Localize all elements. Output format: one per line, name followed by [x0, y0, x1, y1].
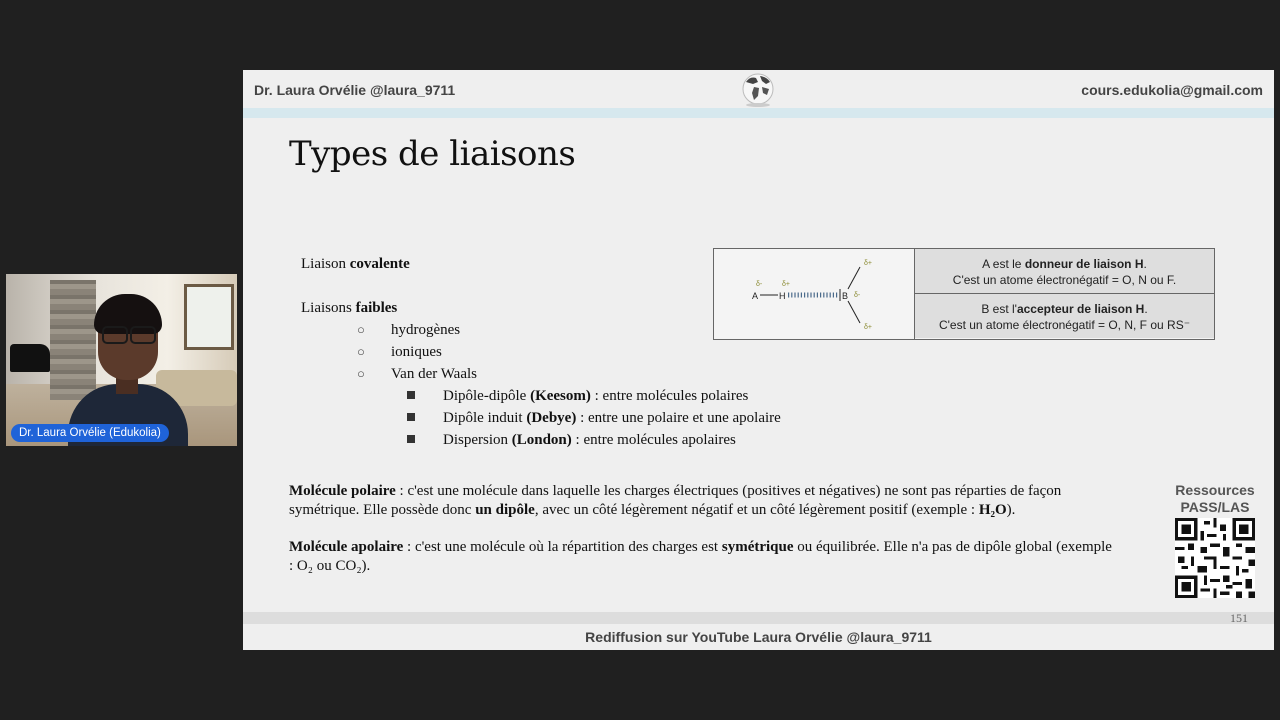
- hydrogen-bond-diagram: [714, 249, 915, 339]
- list-item-text: hydrogènes: [391, 322, 461, 338]
- header-email: cours.edukolia@gmail.com: [1081, 82, 1263, 98]
- delta-minus-b: δ-: [854, 292, 861, 299]
- webcam-fireplace: [50, 280, 96, 400]
- acceptor-line-2: C'est un atome électronégatif = O, N, F ou RS⁻: [938, 318, 1191, 332]
- footer-stripe: [243, 612, 1274, 624]
- acceptor-line-1: B est l'accepteur de liaison H.: [981, 302, 1148, 316]
- resources-label-line-2: PASS/LAS: [1180, 499, 1250, 515]
- list-item-text: Dipôle induit (Debye) : entre une polaire et une apolaire: [443, 410, 781, 426]
- covalent-bond-heading: [301, 256, 410, 273]
- donor-line-2: C'est un atome électronégatif = O, N ou F.: [952, 273, 1177, 287]
- hollow-bullet-icon: ○: [357, 366, 365, 381]
- atom-b: B: [842, 291, 849, 301]
- footer-text: Rediffusion sur YouTube Laura Orvélie @laura_9711: [585, 629, 932, 645]
- polar-molecule-paragraph: Molécule polaire : c'est une molécule dans laquelle les charges électriques (positives et négatives) ne sont pas réparties de façon symétrique. Elle possède donc un dipôle, avec un côté légèrement négatif et un côté légèrement positif (exemple : H₂O).: [289, 483, 1062, 518]
- square-bullet-icon: [407, 413, 415, 421]
- header-stripe: [243, 108, 1274, 118]
- hollow-bullet-icon: ○: [357, 322, 365, 337]
- resources-label-line-1: Ressources: [1175, 482, 1255, 498]
- webcam-window: [184, 284, 234, 350]
- list-item-text: ioniques: [391, 344, 442, 360]
- slide-header: [243, 70, 1274, 108]
- webcam-piano: [10, 344, 50, 372]
- header-author: Dr. Laura Orvélie @laura_9711: [254, 82, 456, 98]
- weak-bonds-heading: [301, 300, 397, 317]
- acceptor-row: [915, 294, 1214, 338]
- square-bullet-icon: [407, 435, 415, 443]
- delta-minus-a: δ-: [756, 281, 763, 288]
- webcam-tile[interactable]: [6, 274, 237, 446]
- delta-plus-bottom: δ+: [864, 324, 872, 331]
- square-bullet-icon: [407, 391, 415, 399]
- covalent-bold: covalente: [349, 256, 410, 272]
- donor-line-1: A est le donneur de liaison H.: [982, 257, 1147, 271]
- covalent-prefix: Liaison: [301, 256, 350, 272]
- globe-logo-icon: [740, 70, 776, 108]
- presenter-glasses: [100, 326, 156, 342]
- list-item-text: Dipôle-dipôle (Keesom) : entre molécules polaires: [443, 388, 749, 404]
- weak-bold: faibles: [355, 300, 398, 316]
- qr-code-icon[interactable]: [1175, 518, 1255, 598]
- list-item-text: Van der Waals: [391, 366, 477, 382]
- atom-a: A: [752, 291, 759, 301]
- participant-name-label: Dr. Laura Orvélie (Edukolia): [11, 424, 169, 442]
- delta-plus-h: δ+: [782, 281, 790, 288]
- delta-plus-top: δ+: [864, 260, 872, 267]
- slide-number: 151: [1230, 611, 1248, 625]
- presentation-slide: [243, 70, 1274, 650]
- apolar-molecule-paragraph: Molécule apolaire : c'est une molécule où la répartition des charges est symétrique ou équilibrée. Elle n'a pas de dipôle global (exemple : O₂ ou CO₂).: [289, 539, 1112, 574]
- atom-h: H: [779, 291, 786, 301]
- resources-label: [1163, 482, 1267, 516]
- weak-prefix: Liaisons: [301, 300, 356, 316]
- slide-title: Types de liaisons: [289, 134, 576, 174]
- hydrogen-bond-table: [713, 248, 1215, 340]
- list-item-text: Dispersion (London) : entre molécules apolaires: [443, 432, 736, 448]
- hollow-bullet-icon: ○: [357, 344, 365, 359]
- donor-row: [915, 249, 1214, 294]
